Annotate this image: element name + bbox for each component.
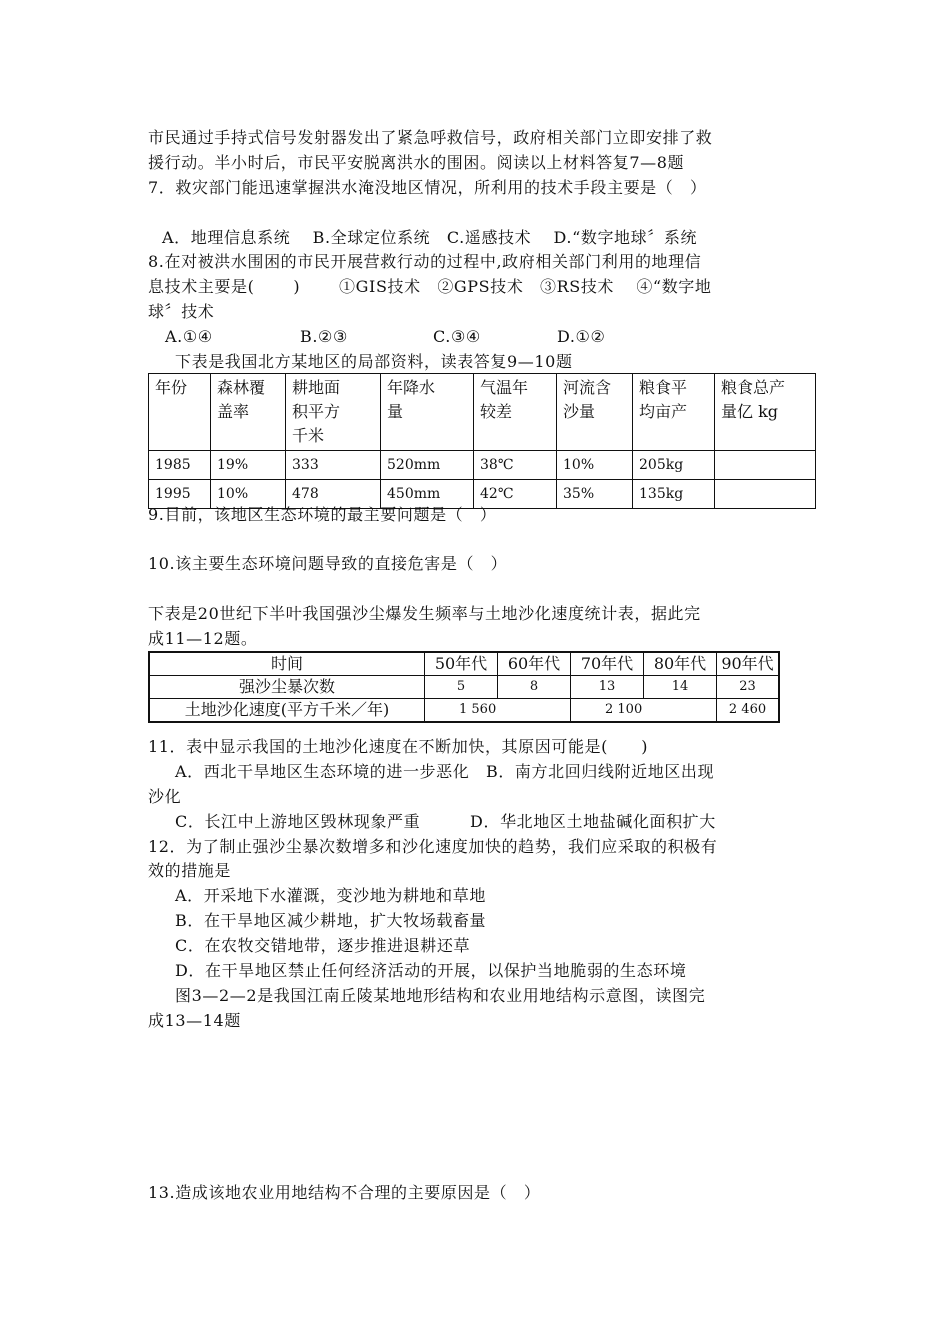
table-cell: 333 xyxy=(286,451,381,480)
table-cell: 时间 xyxy=(149,652,425,676)
q8-option-c: C.③④ xyxy=(433,327,481,346)
intro-line-2: 援行动。半小时后，市民平安脱离洪水的围困。阅读以上材料答复7—8题 xyxy=(148,153,685,172)
table1-header-row xyxy=(149,374,816,451)
table-cell: 23 xyxy=(717,676,780,699)
table2-caption-2: 成11—12题。 xyxy=(148,629,258,648)
table2-header-row xyxy=(149,652,779,676)
table-cell: 土地沙化速度(平方千米／年) xyxy=(149,699,425,723)
q12-option-d: D．在干旱地区禁止任何经济活动的开展，以保护当地脆弱的生态环境 xyxy=(175,961,687,980)
table-cell: 10% xyxy=(557,451,633,480)
q12-stem-2: 效的措施是 xyxy=(148,861,232,880)
table-row xyxy=(149,699,779,723)
table-cell: 80年代 xyxy=(644,652,717,676)
table1-header-cell: 森林覆 盖率 xyxy=(211,374,286,451)
q8-option-d: D.①② xyxy=(557,327,606,346)
q7-options: A．地理信息系统 B.全球定位系统 C.遥感技术 D.“数字地球〞系统 xyxy=(162,228,698,247)
table-cell xyxy=(715,480,816,509)
table1-header-cell: 年份 xyxy=(149,374,211,451)
table-cell: 60年代 xyxy=(498,652,571,676)
table-cell: 14 xyxy=(644,676,717,699)
table2-caption-1: 下表是20世纪下半叶我国强沙尘爆发生频率与土地沙化速度统计表，据此完 xyxy=(148,604,701,623)
q11-option-ab: A．西北干旱地区生态环境的进一步恶化 B．南方北回归线附近地区出现 xyxy=(175,762,715,781)
table1-caption: 下表是我国北方某地区的局部资料，读表答复9—10题 xyxy=(175,352,573,371)
q11-option-cd: C．长江中上游地区毁林现象严重 D．华北地区土地盐碱化面积扩大 xyxy=(175,812,716,831)
table-cell: 8 xyxy=(498,676,571,699)
q12-option-c: C．在农牧交错地带，逐步推进退耕还草 xyxy=(175,936,471,955)
intro-line-1: 市民通过手持式信号发射器发出了紧急呼救信号，政府相关部门立即安排了救 xyxy=(148,128,713,147)
table-cell: 1985 xyxy=(149,451,211,480)
table1 xyxy=(148,373,816,509)
table-cell: 10% xyxy=(211,480,286,509)
table-cell: 90年代 xyxy=(717,652,780,676)
table1-header-cell: 粮食总产 量亿 kg xyxy=(715,374,816,451)
table-cell: 13 xyxy=(571,676,644,699)
q7-stem: 7．救灾部门能迅速掌握洪水淹没地区情况，所利用的技术手段主要是（ ） xyxy=(148,178,707,197)
table-cell: 5 xyxy=(425,676,498,699)
table-cell: 478 xyxy=(286,480,381,509)
q8-option-b: B.②③ xyxy=(300,327,348,346)
table-cell: 50年代 xyxy=(425,652,498,676)
table-cell: 2 460 xyxy=(717,699,780,723)
table-cell: 450mm xyxy=(381,480,474,509)
table-cell: 1 560 xyxy=(425,699,571,723)
table-cell: 38℃ xyxy=(474,451,557,480)
q12-option-a: A．开采地下水灌溉，变沙地为耕地和草地 xyxy=(175,886,486,905)
q11-option-ab-cont: 沙化 xyxy=(148,787,182,806)
table-cell: 70年代 xyxy=(571,652,644,676)
table2 xyxy=(148,651,780,723)
table1-header-cell: 年降水 量 xyxy=(381,374,474,451)
q8-option-a: A.①④ xyxy=(165,327,213,346)
table1-header-cell: 气温年 较差 xyxy=(474,374,557,451)
q8-line-3: 球〞技术 xyxy=(148,302,215,321)
q10-stem: 10.该主要生态环境问题导致的直接危害是（ ） xyxy=(148,554,508,573)
figure-intro-2: 成13—14题 xyxy=(148,1011,241,1030)
q12-option-b: B．在干旱地区减少耕地，扩大牧场载畜量 xyxy=(175,911,487,930)
table-cell: 19% xyxy=(211,451,286,480)
table1-header-cell: 粮食平 均亩产 xyxy=(633,374,715,451)
figure-intro-1: 图3—2—2是我国江南丘陵某地地形结构和农业用地结构示意图，读图完 xyxy=(175,986,706,1005)
table-cell: 135kg xyxy=(633,480,715,509)
q8-line-2: 息技术主要是( ) ①GIS技术 ②GPS技术 ③RS技术 ④“数字地 xyxy=(148,277,712,296)
table-row xyxy=(149,451,816,480)
table-cell: 强沙尘暴次数 xyxy=(149,676,425,699)
table-cell xyxy=(715,451,816,480)
q9-stem: 9.目前，该地区生态环境的最主要问题是（ ） xyxy=(148,505,497,524)
q13-stem: 13.造成该地农业用地结构不合理的主要原因是（ ） xyxy=(148,1183,541,1202)
table-cell: 35% xyxy=(557,480,633,509)
table-cell: 205kg xyxy=(633,451,715,480)
q8-line-1: 8.在对被洪水围困的市民开展营救行动的过程中,政府相关部门利用的地理信 xyxy=(148,252,702,271)
table1-header-cell: 耕地面 积平方 千米 xyxy=(286,374,381,451)
table1-header-cell: 河流含 沙量 xyxy=(557,374,633,451)
table-cell: 2 100 xyxy=(571,699,717,723)
table-cell: 1995 xyxy=(149,480,211,509)
q11-stem: 11．表中显示我国的土地沙化速度在不断加快，其原因可能是( ) xyxy=(148,737,649,756)
table-row xyxy=(149,676,779,699)
table-cell: 520mm xyxy=(381,451,474,480)
q12-stem-1: 12．为了制止强沙尘暴次数增多和沙化速度加快的趋势，我们应采取的积极有 xyxy=(148,837,718,856)
table-cell: 42℃ xyxy=(474,480,557,509)
